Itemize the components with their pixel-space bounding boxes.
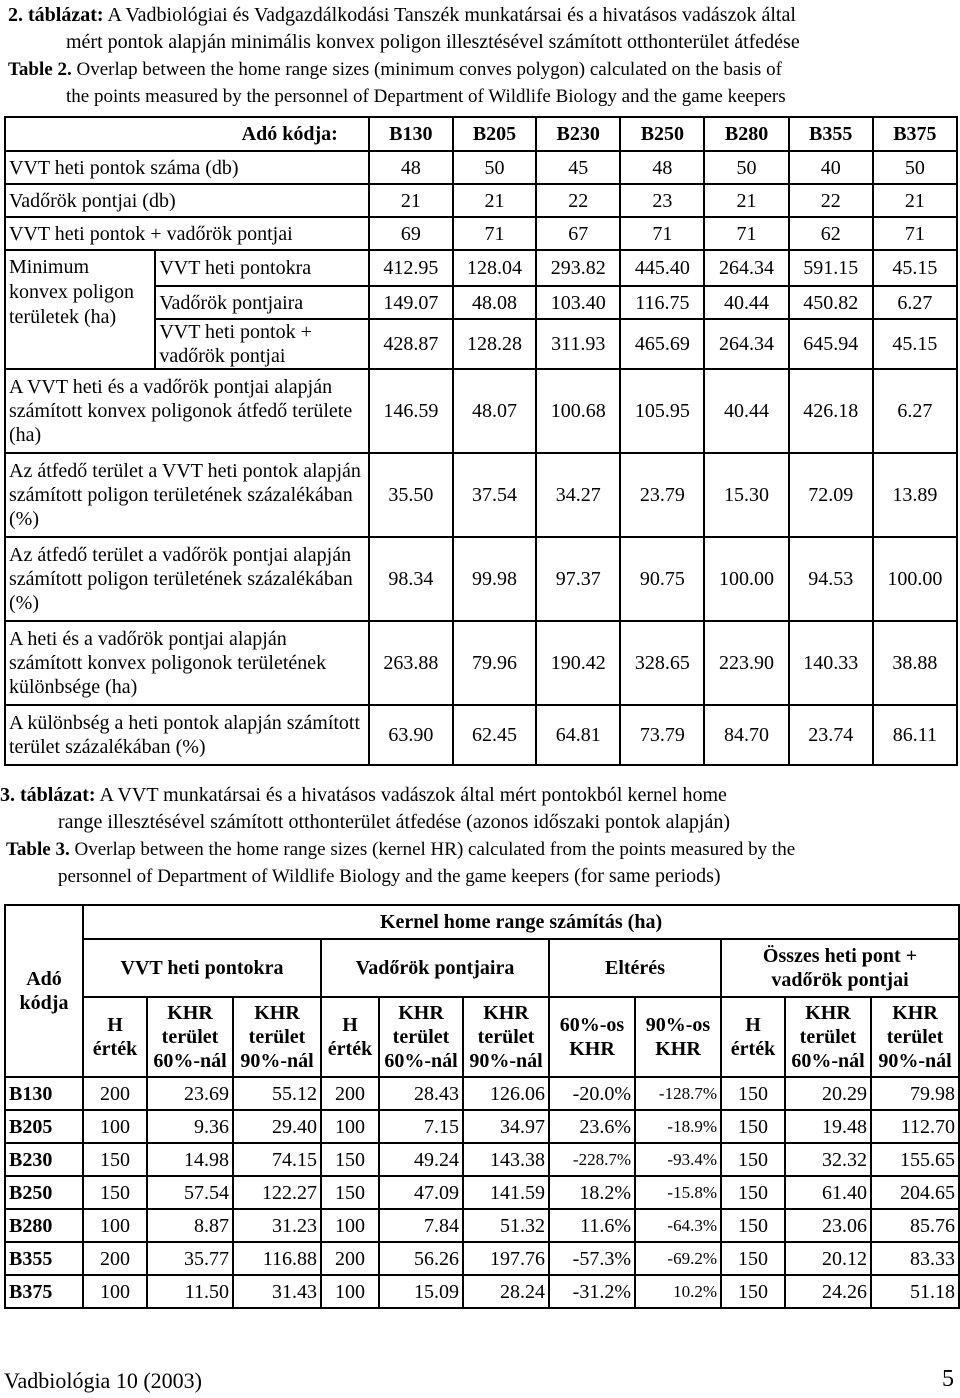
table-cell: 23.6%: [549, 1110, 635, 1143]
group-header: Összes heti pont + vadőrök pontjai: [721, 939, 959, 997]
table-cell: 37.54: [453, 453, 536, 537]
table-row: [5, 1209, 959, 1242]
table-cell: 38.88: [873, 621, 957, 705]
table-cell: 128.28: [453, 319, 536, 369]
table-cell: 15.30: [704, 453, 788, 537]
sub-header: KHR terület 90%-nál: [233, 997, 321, 1077]
table-cell: 71: [620, 217, 704, 250]
table-cell: 63.90: [369, 705, 453, 765]
table3-caption: [0, 782, 960, 890]
table-cell: 69: [369, 217, 453, 250]
table-cell: 150: [321, 1176, 379, 1209]
table-row: [5, 997, 959, 1077]
code-header-cell: B375: [873, 117, 957, 151]
table-cell: 150: [721, 1110, 785, 1143]
sub-header: KHR terület 60%-nál: [147, 997, 233, 1077]
sub-header: KHR terület 90%-nál: [871, 997, 959, 1077]
table-cell: 7.84: [379, 1209, 463, 1242]
row-code: B280: [5, 1209, 83, 1242]
table-cell: 49.24: [379, 1143, 463, 1176]
table-cell: 48: [620, 151, 704, 184]
table-row: [5, 117, 957, 151]
table-cell: 22: [536, 184, 620, 217]
table-cell: 200: [321, 1077, 379, 1110]
table-cell: 450.82: [789, 286, 873, 319]
sub-header: KHR terület 60%-nál: [785, 997, 871, 1077]
table-cell: 150: [83, 1143, 147, 1176]
table-cell: 48.08: [453, 286, 536, 319]
table-cell: -64.3%: [635, 1209, 721, 1242]
table-cell: 50: [704, 151, 788, 184]
table-cell: 48: [369, 151, 453, 184]
row-code: B355: [5, 1242, 83, 1275]
table-cell: 67: [536, 217, 620, 250]
table-cell: 116.88: [233, 1242, 321, 1275]
table-cell: 223.90: [704, 621, 788, 705]
table2: [4, 116, 958, 766]
table-cell: 72.09: [789, 453, 873, 537]
table-cell: 51.32: [463, 1209, 549, 1242]
group-header: VVT heti pontokra: [83, 939, 321, 997]
code-header-cell: B355: [789, 117, 873, 151]
table-cell: 6.27: [873, 369, 957, 453]
table3-caption-hu-line2: range illesztésével számított otthonterület átfedése (azonos időszaki pontok alapján): [58, 811, 730, 833]
mcp-row-label: VVT heti pontok + vadőrök pontjai: [155, 319, 368, 369]
table-cell: 112.70: [871, 1110, 959, 1143]
page-number: 5: [942, 1366, 954, 1392]
code-header-cell: B230: [536, 117, 620, 151]
table-cell: 100.00: [704, 537, 788, 621]
table-cell: 150: [721, 1275, 785, 1308]
table-cell: 73.79: [620, 705, 704, 765]
row-label: A heti és a vadőrök pontjai alapján számított konvex poligonok területének különbsége (ha): [5, 621, 369, 705]
table-cell: 56.26: [379, 1242, 463, 1275]
table-cell: 140.33: [789, 621, 873, 705]
table-cell: 100.00: [873, 537, 957, 621]
table-cell: 13.89: [873, 453, 957, 537]
code-header-cell: B130: [369, 117, 453, 151]
table-row: [5, 250, 957, 286]
table-cell: 190.42: [536, 621, 620, 705]
table-cell: 128.04: [453, 250, 536, 286]
table-cell: 100: [83, 1110, 147, 1143]
table-row: [5, 905, 959, 939]
row-code: B205: [5, 1110, 83, 1143]
table-cell: 150: [721, 1143, 785, 1176]
table-cell: 51.18: [871, 1275, 959, 1308]
table-row: [5, 939, 959, 997]
table3-caption-en-line1: Overlap between the home range sizes (kernel HR) calculated from the points measured by the: [74, 839, 796, 860]
table-cell: 200: [321, 1242, 379, 1275]
row-label: VVT heti pontok száma (db): [5, 151, 369, 184]
mcp-row-label: Vadőrök pontjaira: [155, 286, 368, 319]
table-cell: 23.06: [785, 1209, 871, 1242]
row-code: B130: [5, 1077, 83, 1110]
table-cell: 74.15: [233, 1143, 321, 1176]
code-header-cell: B280: [704, 117, 788, 151]
table2-caption: [0, 2, 960, 110]
table-cell: 149.07: [369, 286, 453, 319]
table-row: [5, 1077, 959, 1110]
table-cell: 591.15: [789, 250, 873, 286]
table-cell: 7.15: [379, 1110, 463, 1143]
table-cell: 31.43: [233, 1275, 321, 1308]
table2-caption-hu-line2: mért pontok alapján minimális konvex poligon illesztésével számított otthonterület átfedése: [66, 31, 800, 53]
table-cell: 40.44: [704, 369, 788, 453]
table-cell: -69.2%: [635, 1242, 721, 1275]
table-cell: 126.06: [463, 1077, 549, 1110]
table-cell: 100: [321, 1110, 379, 1143]
table-row: [5, 1176, 959, 1209]
table-cell: 100: [83, 1275, 147, 1308]
table-cell: 103.40: [536, 286, 620, 319]
table-cell: 150: [83, 1176, 147, 1209]
table-row: [5, 1143, 959, 1176]
table-cell: 40.44: [704, 286, 788, 319]
table-cell: 34.27: [536, 453, 620, 537]
table-cell: 86.11: [873, 705, 957, 765]
table-cell: 35.50: [369, 453, 453, 537]
table-cell: 150: [721, 1077, 785, 1110]
table-cell: 465.69: [620, 319, 704, 369]
group-header: Eltérés: [549, 939, 721, 997]
table-cell: -228.7%: [549, 1143, 635, 1176]
table-cell: 11.6%: [549, 1209, 635, 1242]
table-cell: 264.34: [704, 319, 788, 369]
table-row: [5, 151, 957, 184]
table3-caption-en-line2b: (for same periods): [573, 865, 721, 887]
table-cell: 32.32: [785, 1143, 871, 1176]
table-cell: 24.26: [785, 1275, 871, 1308]
table2-caption-en-line2: the points measured by the personnel of Department of Wildlife Biology and the game keepers: [66, 86, 786, 107]
table-cell: 426.18: [789, 369, 873, 453]
table-cell: 71: [873, 217, 957, 250]
table-cell: 62: [789, 217, 873, 250]
mcp-row-label: VVT heti pontokra: [155, 250, 368, 286]
sub-header: KHR terület 60%-nál: [379, 997, 463, 1077]
row-label: Vadőrök pontjai (db): [5, 184, 369, 217]
table-cell: 116.75: [620, 286, 704, 319]
table-row: [5, 1275, 959, 1308]
table-cell: 57.54: [147, 1176, 233, 1209]
table-cell: 28.43: [379, 1077, 463, 1110]
table-cell: 204.65: [871, 1176, 959, 1209]
table-cell: -128.7%: [635, 1077, 721, 1110]
table-cell: 428.87: [369, 319, 453, 369]
table-cell: 20.29: [785, 1077, 871, 1110]
table-cell: -93.4%: [635, 1143, 721, 1176]
table-cell: 23.74: [789, 705, 873, 765]
table-cell: 150: [721, 1176, 785, 1209]
table-cell: 143.38: [463, 1143, 549, 1176]
table-cell: 8.87: [147, 1209, 233, 1242]
code-header-cell: B205: [453, 117, 536, 151]
table-cell: 100: [321, 1209, 379, 1242]
group-header: Vadőrök pontjaira: [321, 939, 549, 997]
table-row: [5, 184, 957, 217]
sub-header: KHR terület 90%-nál: [463, 997, 549, 1077]
table-cell: 100: [321, 1275, 379, 1308]
sub-header: H érték: [321, 997, 379, 1077]
table-cell: 122.27: [233, 1176, 321, 1209]
table-cell: 29.40: [233, 1110, 321, 1143]
kernel-header: Kernel home range számítás (ha): [83, 905, 959, 939]
table-cell: 97.37: [536, 537, 620, 621]
table3-caption-en-line2: personnel of Department of Wildlife Biology and the game keepers: [58, 866, 570, 887]
table-cell: 28.24: [463, 1275, 549, 1308]
table-cell: 35.77: [147, 1242, 233, 1275]
table-row: [5, 537, 957, 621]
table-cell: 94.53: [789, 537, 873, 621]
sub-header: H érték: [83, 997, 147, 1077]
code-header: Adó kódja: [5, 905, 83, 1077]
table-cell: 23.79: [620, 453, 704, 537]
table-cell: 412.95: [369, 250, 453, 286]
table-cell: 10.2%: [635, 1275, 721, 1308]
table-row: [5, 1242, 959, 1275]
table-cell: 55.12: [233, 1077, 321, 1110]
table-cell: 200: [83, 1077, 147, 1110]
table-row: [5, 453, 957, 537]
table-cell: 31.23: [233, 1209, 321, 1242]
table-cell: 48.07: [453, 369, 536, 453]
code-header-label: Adó kódja:: [5, 117, 369, 151]
table-cell: 50: [873, 151, 957, 184]
table-cell: 293.82: [536, 250, 620, 286]
table2-caption-hu-line1: A Vadbiológiai és Vadgazdálkodási Tanszék munkatársai és a hivatásos vadászok által: [107, 4, 796, 26]
table3-caption-hu-line1: A VVT munkatársai és a hivatásos vadászok által mért pontokból kernel home: [99, 784, 727, 806]
table-cell: 264.34: [704, 250, 788, 286]
table-cell: 98.34: [369, 537, 453, 621]
row-label: A VVT heti és a vadőrök pontjai alapján számított konvex poligonok átfedő területe (ha): [5, 369, 369, 453]
row-label: Az átfedő terület a VVT heti pontok alapján számított poligon területének százalékában (%): [5, 453, 369, 537]
table-cell: 71: [453, 217, 536, 250]
table3-caption-en-label: Table 3.: [6, 839, 70, 860]
table-cell: 100: [83, 1209, 147, 1242]
table-cell: 146.59: [369, 369, 453, 453]
table-cell: 23: [620, 184, 704, 217]
table-cell: -15.8%: [635, 1176, 721, 1209]
table-row: [5, 621, 957, 705]
table-cell: 15.09: [379, 1275, 463, 1308]
table-cell: 21: [873, 184, 957, 217]
table-cell: 9.36: [147, 1110, 233, 1143]
table-cell: -20.0%: [549, 1077, 635, 1110]
row-label: VVT heti pontok + vadőrök pontjai: [5, 217, 369, 250]
table-cell: 61.40: [785, 1176, 871, 1209]
table-cell: 21: [704, 184, 788, 217]
table-cell: 14.98: [147, 1143, 233, 1176]
table-cell: 21: [369, 184, 453, 217]
table-cell: 328.65: [620, 621, 704, 705]
table-cell: 45: [536, 151, 620, 184]
table-cell: 150: [721, 1209, 785, 1242]
table-cell: 18.2%: [549, 1176, 635, 1209]
table-cell: 40: [789, 151, 873, 184]
table-cell: 263.88: [369, 621, 453, 705]
table-cell: 200: [83, 1242, 147, 1275]
table-cell: 79.96: [453, 621, 536, 705]
table-row: [5, 1110, 959, 1143]
table-cell: 105.95: [620, 369, 704, 453]
table-cell: -57.3%: [549, 1242, 635, 1275]
table-cell: 197.76: [463, 1242, 549, 1275]
table-cell: 83.33: [871, 1242, 959, 1275]
table-cell: 22: [789, 184, 873, 217]
table-cell: 11.50: [147, 1275, 233, 1308]
table-cell: 85.76: [871, 1209, 959, 1242]
table-cell: 45.15: [873, 250, 957, 286]
table-cell: -18.9%: [635, 1110, 721, 1143]
table2-caption-hu-label: 2. táblázat:: [8, 4, 104, 26]
table-cell: 6.27: [873, 286, 957, 319]
row-code: B250: [5, 1176, 83, 1209]
sub-header: 60%-os KHR: [549, 997, 635, 1077]
table-cell: 100.68: [536, 369, 620, 453]
journal-footer: Vadbiológia 10 (2003): [4, 1368, 202, 1393]
table-cell: 141.59: [463, 1176, 549, 1209]
code-header-cell: B250: [620, 117, 704, 151]
table-cell: 99.98: [453, 537, 536, 621]
table-cell: 62.45: [453, 705, 536, 765]
table-row: [5, 369, 957, 453]
table-cell: 79.98: [871, 1077, 959, 1110]
table-cell: 645.94: [789, 319, 873, 369]
table-cell: 47.09: [379, 1176, 463, 1209]
table-row: [5, 705, 957, 765]
table-cell: 150: [321, 1143, 379, 1176]
table2-caption-en-label: Table 2.: [8, 59, 72, 80]
table-cell: 50: [453, 151, 536, 184]
table2-caption-en-line1: Overlap between the home range sizes (minimum conves polygon) calculated on the basis of: [76, 59, 782, 80]
table3-caption-hu-label: 3. táblázat:: [0, 784, 96, 806]
table-cell: 19.48: [785, 1110, 871, 1143]
table-cell: 20.12: [785, 1242, 871, 1275]
table-cell: 311.93: [536, 319, 620, 369]
table-cell: 34.97: [463, 1110, 549, 1143]
row-code: B375: [5, 1275, 83, 1308]
table-cell: 64.81: [536, 705, 620, 765]
table-cell: 155.65: [871, 1143, 959, 1176]
mcp-group-label: Minimum konvex poligon területek (ha): [5, 250, 155, 369]
row-label: A különbség a heti pontok alapján számított terület százalékában (%): [5, 705, 369, 765]
row-code: B230: [5, 1143, 83, 1176]
table-cell: 45.15: [873, 319, 957, 369]
table-cell: 84.70: [704, 705, 788, 765]
table3: [4, 904, 960, 1309]
table-cell: 150: [721, 1242, 785, 1275]
table-cell: 445.40: [620, 250, 704, 286]
sub-header: H érték: [721, 997, 785, 1077]
row-label: Az átfedő terület a vadőrök pontjai alapján számított poligon területének százalékában (%): [5, 537, 369, 621]
sub-header: 90%-os KHR: [635, 997, 721, 1077]
table-cell: -31.2%: [549, 1275, 635, 1308]
table-cell: 23.69: [147, 1077, 233, 1110]
table-cell: 90.75: [620, 537, 704, 621]
table-row: [5, 217, 957, 250]
table-cell: 21: [453, 184, 536, 217]
table-cell: 71: [704, 217, 788, 250]
